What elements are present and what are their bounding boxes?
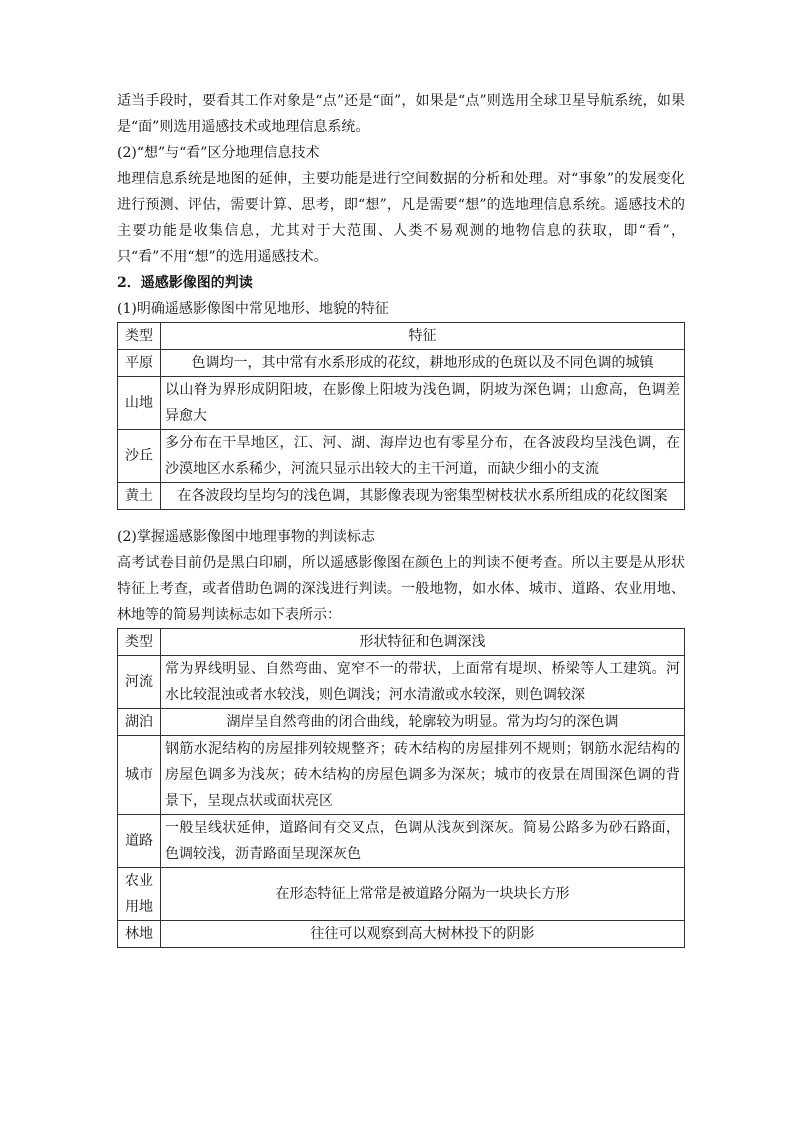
- row-type-cell: 平原: [118, 350, 161, 377]
- row-feature-cell: 常为界线明显、自然弯曲、宽窄不一的带状，上面常有堤坝、桥梁等人工建筑。河水比较混浊或者水较浅，则色调浅；河水清澈或水较深，则色调较深: [161, 656, 685, 709]
- table-row: [118, 430, 685, 483]
- row-type-cell: 林地: [118, 921, 161, 948]
- row-feature-cell: 往往可以观察到高大树林投下的阴影: [161, 921, 685, 948]
- table-header-type: 类型: [118, 323, 161, 350]
- table-row: [118, 350, 685, 377]
- row-type-cell: 湖泊: [118, 709, 161, 736]
- landform-feature-table: [117, 322, 685, 510]
- table-row: [118, 921, 685, 948]
- table-header-feature: 特征: [161, 323, 685, 350]
- document-page: [117, 88, 685, 948]
- row-type-cell: 农业用地: [118, 868, 161, 921]
- table-header-type: 类型: [118, 629, 161, 656]
- row-feature-cell: 在各波段均呈均匀的浅色调，其影像表现为密集型树枝状水系所组成的花纹图案: [161, 483, 685, 510]
- row-type-cell: 山地: [118, 377, 161, 430]
- heading-think-vs-look: (2)“想”与“看”区分地理信息技术: [117, 145, 320, 161]
- row-type-cell: 道路: [118, 815, 161, 868]
- row-feature-cell: 钢筋水泥结构的房屋排列较规整齐；砖木结构的房屋排列不规则；钢筋水泥结构的房屋色调多为浅灰；砖木结构的房屋色调多为深灰；城市的夜景在周围深色调的背景下，呈现点状或面状亮区: [161, 736, 685, 815]
- row-feature-cell: 色调均一，其中常有水系形成的花纹，耕地形成的色斑以及不同色调的城镇: [161, 350, 685, 377]
- table-row: [118, 868, 685, 921]
- table-header-row: [118, 323, 685, 350]
- row-type-cell: 河流: [118, 656, 161, 709]
- row-feature-cell: 一般呈线状延伸，道路间有交叉点，色调从浅灰到深灰。简易公路多为砂石路面，色调较浅，沥青路面呈现深灰色: [161, 815, 685, 868]
- table-header-row: [118, 629, 685, 656]
- table-row: [118, 377, 685, 430]
- table-row: [118, 815, 685, 868]
- table-row: [118, 709, 685, 736]
- subsection-1-title: (1)明确遥感影像图中常见地形、地貌的特征: [117, 301, 389, 317]
- subsection-2-title: (2)掌握遥感影像图中地理事物的判读标志: [117, 529, 375, 545]
- row-feature-cell: 以山脊为界形成阴阳坡，在影像上阳坡为浅色调，阴坡为深色调；山愈高，色调差异愈大: [161, 377, 685, 430]
- row-type-cell: 城市: [118, 736, 161, 815]
- row-feature-cell: 在形态特征上常常是被道路分隔为一块块长方形: [161, 868, 685, 921]
- row-type-cell: 黄土: [118, 483, 161, 510]
- table-row: [118, 483, 685, 510]
- spacer: [117, 510, 685, 524]
- row-type-cell: 沙丘: [118, 430, 161, 483]
- table-header-feature: 形状特征和色调深浅: [161, 629, 685, 656]
- table-row: [118, 736, 685, 815]
- row-feature-cell: 多分布在干旱地区，江、河、湖、海岸边也有零星分布，在各波段均呈浅色调，在沙漠地区水系稀少，河流只显示出较大的主干河道，而缺少细小的支流: [161, 430, 685, 483]
- interpretation-sign-table: [117, 628, 685, 948]
- table-row: [118, 656, 685, 709]
- interpretation-paragraph: 高考试卷目前仍是黑白印刷，所以遥感影像图在颜色上的判读不便考查。所以主要是从形状特征上考查，或者借助色调的深浅进行判读。一般地物，如水体、城市、道路、农业用地、林地等的简易判读标志如下表所示：: [117, 555, 685, 623]
- intro-paragraph: 适当手段时，要看其工作对象是“点”还是“面”，如果是“点”则选用全球卫星导航系统，如果是“面”则选用遥感技术或地理信息系统。: [117, 93, 685, 135]
- section-2-title: 2．遥感影像图的判读: [117, 275, 253, 291]
- row-feature-cell: 湖岸呈自然弯曲的闭合曲线，轮廓较为明显。常为均匀的深色调: [161, 709, 685, 736]
- gis-rs-paragraph: 地理信息系统是地图的延伸，主要功能是进行空间数据的分析和处理。对“事象”的发展变化进行预测、评估，需要计算、思考，即“想”，凡是需要“想”的选地理信息系统。遥感技术的主要功能是收集信息，尤其对于大范围、人类不易观测的地物信息的获取，即“看”，只“看”不用“想”的选用遥感技术。: [117, 171, 685, 265]
